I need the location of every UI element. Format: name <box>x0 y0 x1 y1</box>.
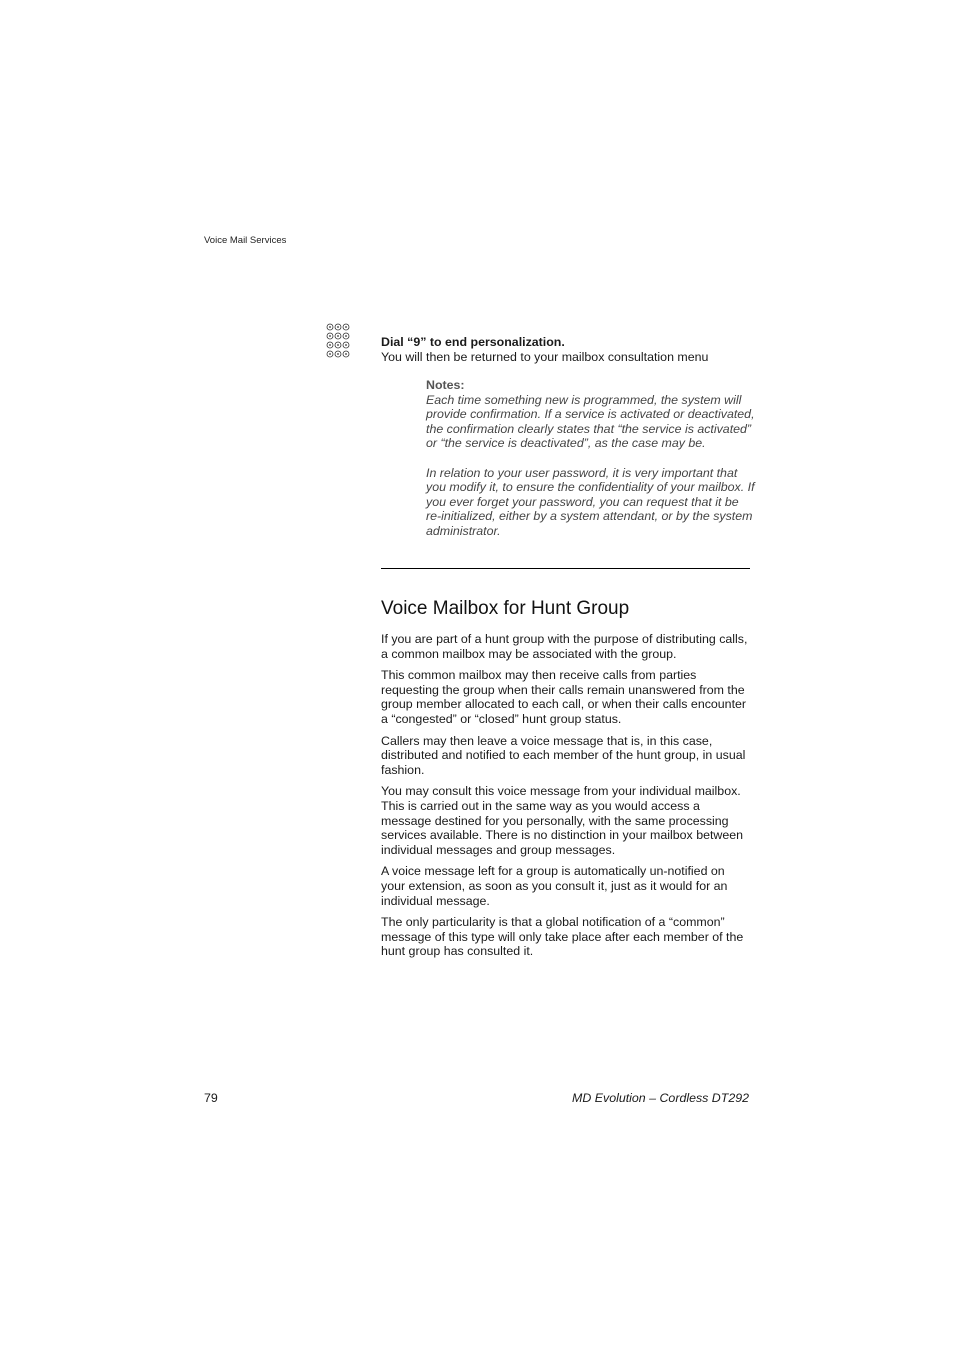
body-paragraph: The only particularity is that a global notification of a “common” message of this type will only take place after each member of the hunt group has consulted it. <box>381 915 744 959</box>
section-divider <box>381 568 750 569</box>
body-paragraph: If you are part of a hunt group with the purpose of distributing calls, a common mailbox may be associated with the group. <box>381 632 748 661</box>
document-title: MD Evolution – Cordless DT292 <box>572 1091 749 1105</box>
notes-block <box>426 378 756 553</box>
body-paragraph: A voice message left for a group is automatically un-notified on your extension, as soon as you consult it, just as it would for an individual message. <box>381 864 728 908</box>
section-body <box>381 632 751 966</box>
step-description: You will then be returned to your mailbox consultation menu <box>381 349 709 364</box>
page-number: 79 <box>204 1091 218 1105</box>
running-header: Voice Mail Services <box>204 235 287 246</box>
body-paragraph: Callers may then leave a voice message that is, in this case, distributed and notified to each member of the hunt group, in usual fashion. <box>381 733 746 777</box>
body-paragraph: This common mailbox may then receive calls from parties requesting the group when their calls remain unanswered from the group member allocated to each call, or when their calls encounter a “congested” or “closed” hunt group status. <box>381 668 747 726</box>
keypad-icon <box>326 323 350 359</box>
instruction-step <box>381 335 751 364</box>
notes-paragraph: In relation to your user password, it is very important that you modify it, to ensure the confidentiality of your mailbox. If you ever forget your password, you can request that it be re-initialized, either by a system attendant, or by the system administrator. <box>426 465 755 538</box>
notes-title: Notes: <box>426 378 465 392</box>
notes-paragraph: Each time something new is programmed, the system will provide confirmation. If a service is activated or deactivated, the confirmation clearly states that “the service is activated” or “the service is deactivated”, as the case may be. <box>426 392 755 451</box>
body-paragraph: You may consult this voice message from your individual mailbox. This is carried out in the same way as you would access a message destined for you personally, with the same processing services available. There is no distinction in your mailbox between individual messages and group messages. <box>381 784 744 857</box>
section-title: Voice Mailbox for Hunt Group <box>381 598 630 619</box>
step-title: Dial “9” to end personalization. <box>381 335 565 349</box>
